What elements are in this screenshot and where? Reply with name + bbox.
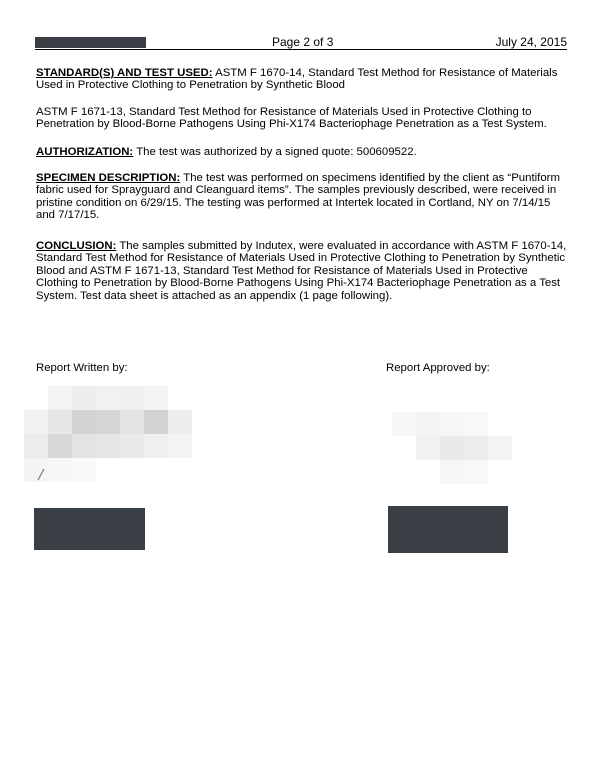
specimen-label: SPECIMEN DESCRIPTION: <box>36 172 181 184</box>
signature-stroke-icon <box>36 466 48 482</box>
redacted-logo-bar <box>35 37 146 48</box>
redacted-author-name <box>34 508 145 550</box>
specimen-text: The test was performed on specimens identified by the client as “Puntiform fabric used for Sprayguard and Cleanguard items”. The samples previously described, were received in pristine condition on 6/29/15. The testing was performed at Intertek located in Cortland, NY on 7/14/15 and 7/17/15. <box>36 172 560 222</box>
specimen-paragraph <box>36 172 568 222</box>
standard-2-text: ASTM F 1671-13, Standard Test Method for Resistance of Materials Used in Protective Clothing to Penetration by Blood-Borne Pathogens Using Phi-X174 Bacteriophage Penetration as a Test System. <box>36 106 547 131</box>
standard-paragraph <box>36 67 568 92</box>
header-divider <box>35 49 567 50</box>
report-date: July 24, 2015 <box>495 35 567 49</box>
signature-left-blurred <box>24 386 194 486</box>
authorization-paragraph <box>36 146 568 158</box>
standard-label: STANDARD(S) AND TEST USED: <box>36 67 213 79</box>
standard-text: ASTM F 1670-14, Standard Test Method for Resistance of Materials Used in Protective Clothing to Penetration by Synthetic Blood <box>36 67 558 92</box>
conclusion-label: CONCLUSION: <box>36 240 117 252</box>
report-written-by-label: Report Written by: <box>36 362 128 374</box>
conclusion-paragraph <box>36 240 568 302</box>
authorization-label: AUTHORIZATION: <box>36 146 134 158</box>
page-number: Page 2 of 3 <box>272 35 334 49</box>
conclusion-text: The samples submitted by Indutex, were evaluated in accordance with ASTM F 1670-14, Standard Test Method for Resistance of Materials Used in Protective Clothing to Penetration by Synthetic Blood and ASTM F 1671-13, Standard Test Method for Resistance of Materials Used in Protective Clothing to Penetration by Blood-Borne Pathogens Using Phi-X174 Bacteriophage Penetration as a Test System. Test data sheet is attached as an appendix (1 page following). <box>36 240 567 302</box>
report-approved-by-label: Report Approved by: <box>386 362 490 374</box>
redacted-approver-name <box>388 506 508 553</box>
authorization-text: The test was authorized by a signed quote: 500609522. <box>133 146 417 158</box>
signature-right-blurred <box>392 412 512 482</box>
standard-2-paragraph <box>36 106 568 131</box>
